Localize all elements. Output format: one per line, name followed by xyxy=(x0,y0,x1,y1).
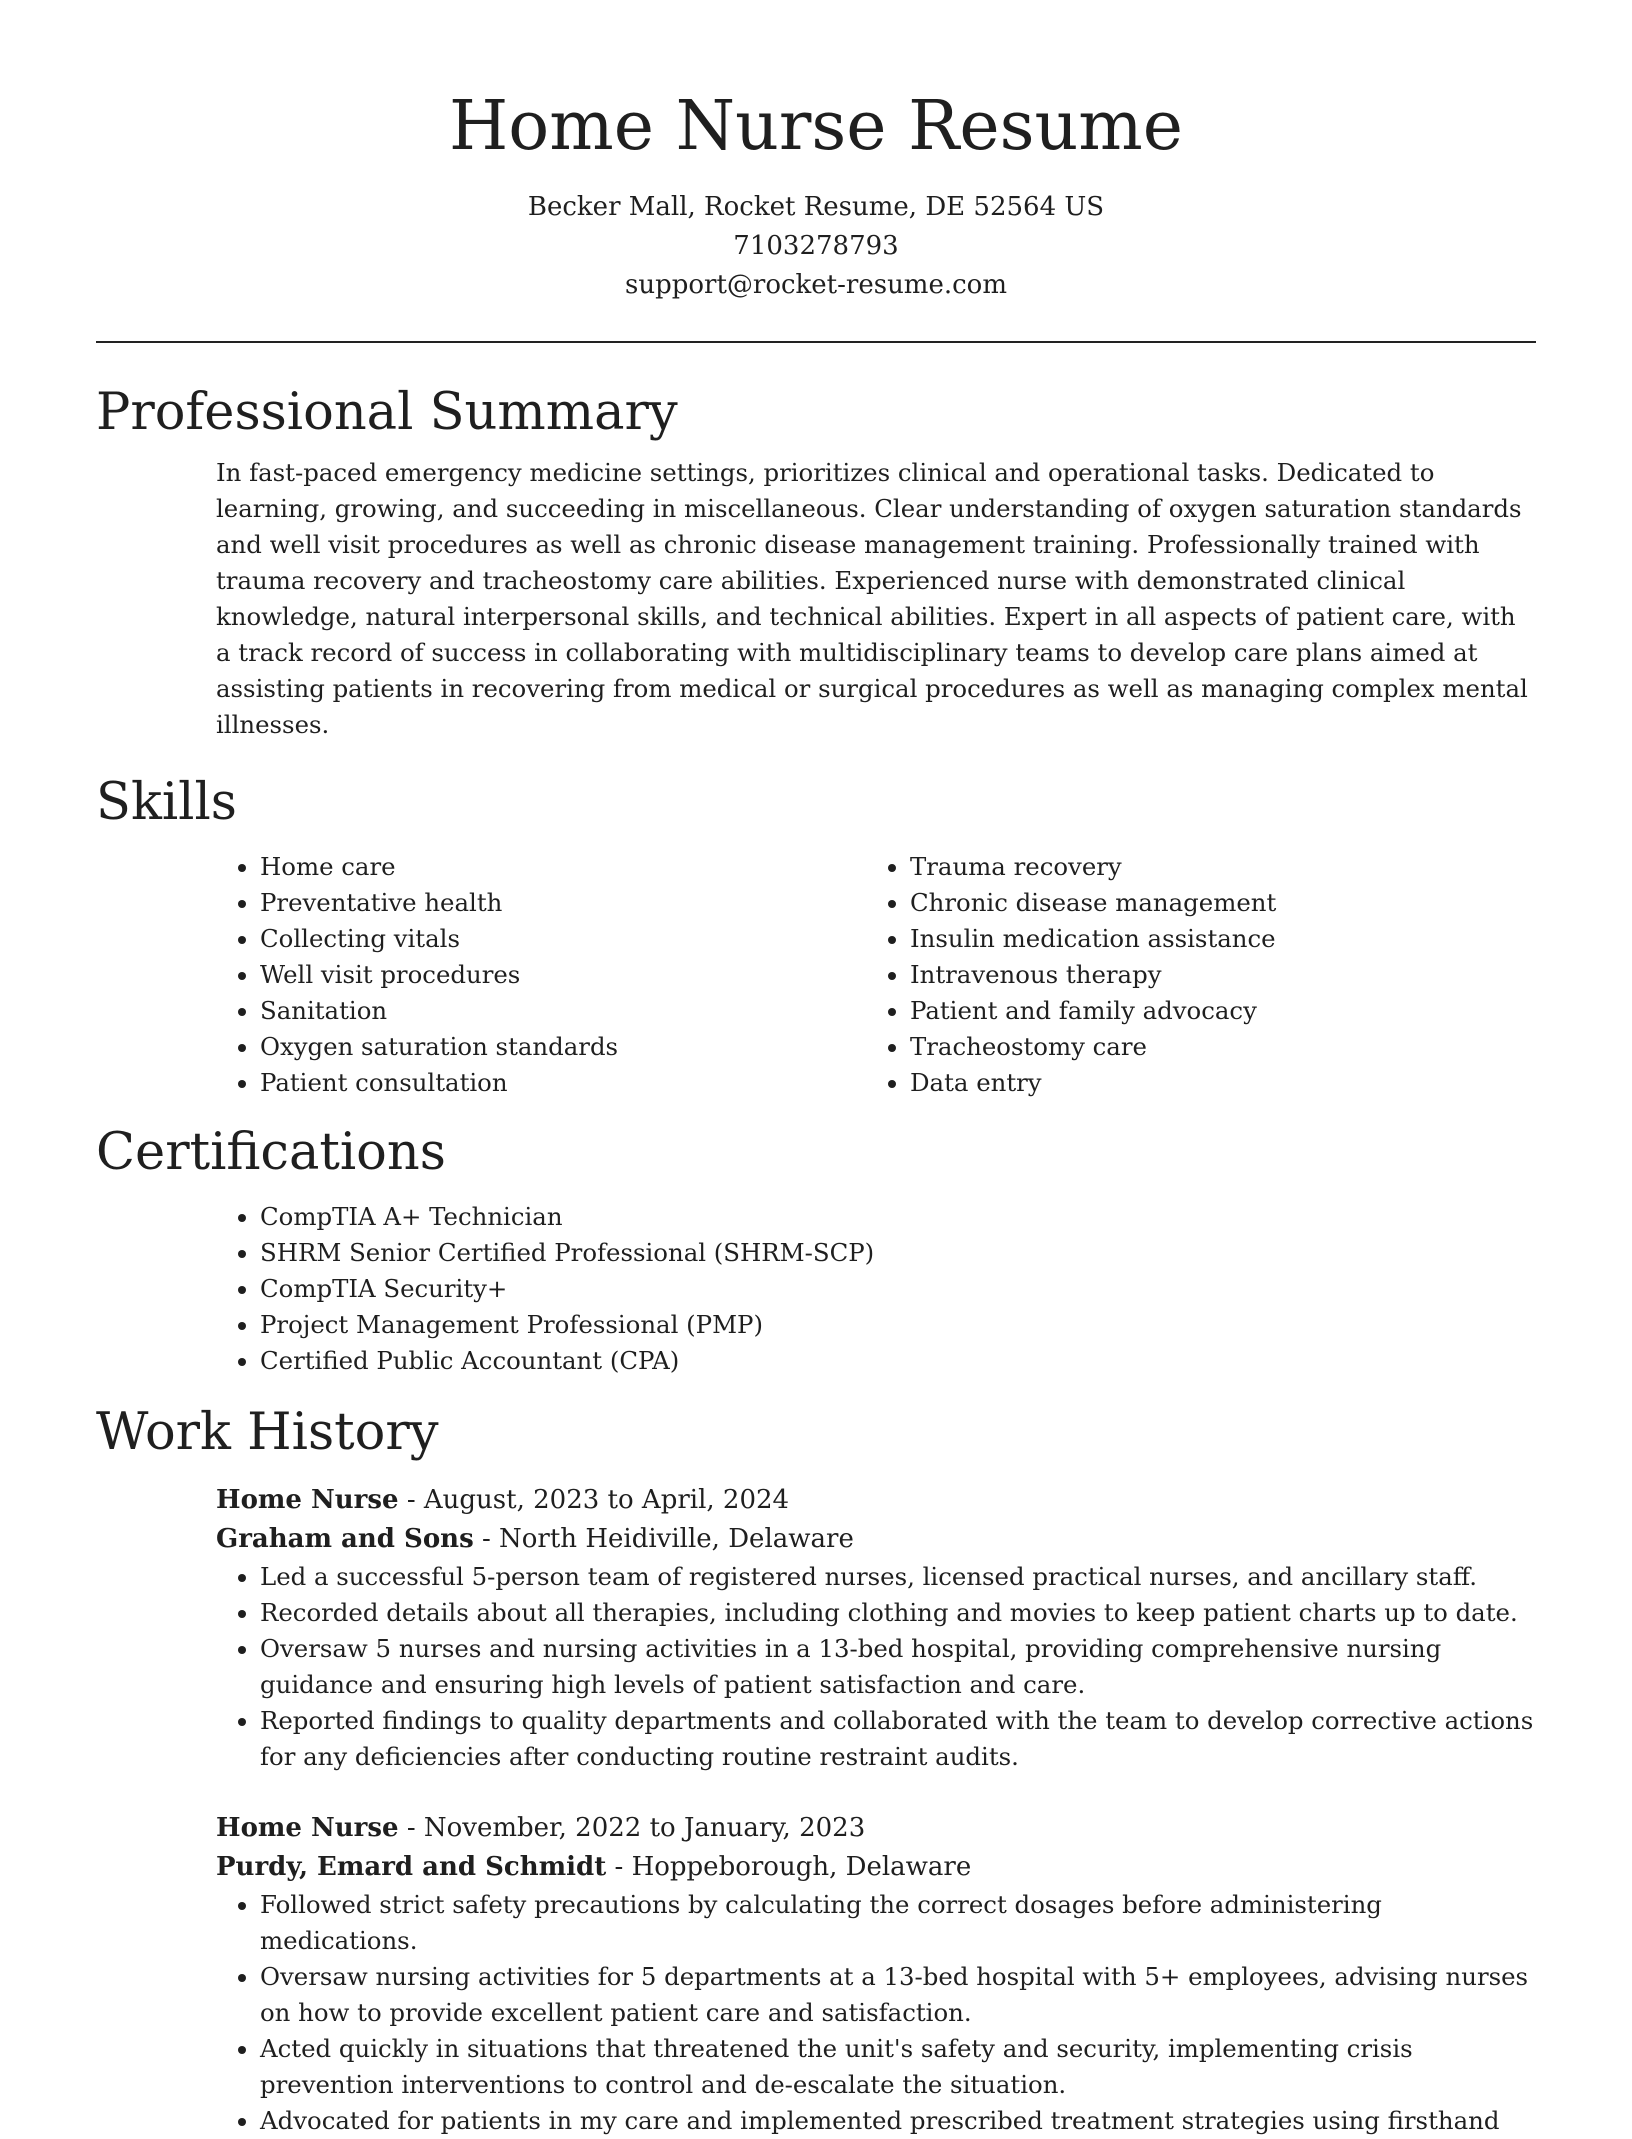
job-duty: • Acted quickly in situations that threatened the unit's safety and security, implementing crisis prevention interventions to control and de-escalate the situation. xyxy=(260,2031,1536,2103)
skill-item: • Intravenous therapy xyxy=(910,957,1516,993)
certifications-heading: Certifications xyxy=(96,1123,446,1182)
certifications-list xyxy=(216,1199,1536,1379)
address: Becker Mall, Rocket Resume, DE 52564 US xyxy=(527,192,1105,222)
job-duties-list xyxy=(216,1887,1536,2139)
skill-item: • Well visit procedures xyxy=(260,957,866,993)
certification-item: • Certified Public Accountant (CPA) xyxy=(260,1343,1536,1379)
certification-item: • Project Management Professional (PMP) xyxy=(260,1307,1536,1343)
certification-item: • SHRM Senior Certified Professional (SHRM-SCP) xyxy=(260,1235,1536,1271)
certification-item: • CompTIA A+ Technician xyxy=(260,1199,1536,1235)
summary-text: In fast-paced emergency medicine settings, prioritizes clinical and operational tasks. Dedicated to learning, growing, and succeeding in miscellaneous. Clear understanding of oxygen saturation standards and well visit procedures as well as chronic disease management training. Professionally trained with trauma recovery and tracheostomy care abilities. Experienced nurse with demonstrated clinical knowledge, natural interpersonal skills, and technical abilities. Expert in all aspects of patient care, with a track record of success in collaborating with multidisciplinary teams to develop care plans aimed at assisting patients in recovering from medical or surgical procedures as well as managing complex mental illnesses. xyxy=(216,458,1528,739)
job-duty: • Advocated for patients in my care and implemented prescribed treatment strategies using firsthand xyxy=(260,2103,1536,2139)
job-company-line xyxy=(216,1848,1536,1887)
email: support@rocket-resume.com xyxy=(624,270,1007,300)
separator: - xyxy=(481,1524,500,1554)
job-role: Home Nurse xyxy=(216,1485,399,1515)
skill-item: • Oxygen saturation standards xyxy=(260,1029,866,1065)
job-dates: November, 2022 to January, 2023 xyxy=(423,1813,866,1843)
job-company: Purdy, Emard and Schmidt xyxy=(216,1852,607,1882)
job-duty: • Recorded details about all therapies, including clothing and movies to keep patient charts up to date. xyxy=(260,1595,1536,1631)
contact-block xyxy=(96,188,1536,305)
skill-item: • Collecting vitals xyxy=(260,921,866,957)
job-duty: • Led a successful 5-person team of registered nurses, licensed practical nurses, and ancillary staff. xyxy=(260,1559,1536,1595)
job-title-line xyxy=(216,1481,1536,1520)
job-title-line xyxy=(216,1809,1536,1848)
phone: 7103278793 xyxy=(733,231,899,261)
separator: - xyxy=(614,1852,632,1882)
skill-item: • Sanitation xyxy=(260,993,866,1029)
skills-grid xyxy=(216,849,1536,1101)
job-duty: • Oversaw nursing activities for 5 departments at a 13-bed hospital with 5+ employees, advising nurses on how to provide excellent patient care and satisfaction. xyxy=(260,1959,1536,2031)
job-duty: • Reported findings to quality departments and collaborated with the team to develop corrective actions for any deficiencies after conducting routine restraint audits. xyxy=(260,1703,1536,1775)
separator: - xyxy=(406,1485,424,1515)
certifications-block xyxy=(216,1199,1536,1379)
work-history-heading: Work History xyxy=(96,1403,439,1462)
skill-item: • Tracheostomy care xyxy=(910,1029,1516,1065)
skill-item: • Patient consultation xyxy=(260,1065,866,1101)
job-dates: August, 2023 to April, 2024 xyxy=(423,1485,790,1515)
job-duty: • Oversaw 5 nurses and nursing activities in a 13-bed hospital, providing comprehensive nursing guidance and ensuring high levels of patient satisfaction and care. xyxy=(260,1631,1536,1703)
header-divider xyxy=(96,341,1536,343)
skills-list-left xyxy=(216,849,866,1101)
job-company-line xyxy=(216,1520,1536,1559)
skill-item: • Data entry xyxy=(910,1065,1516,1101)
job-duty: • Followed strict safety precautions by calculating the correct dosages before administering medications. xyxy=(260,1887,1536,1959)
skill-item: • Patient and family advocacy xyxy=(910,993,1516,1029)
job-entry xyxy=(216,1809,1536,2139)
skill-item: • Chronic disease management xyxy=(910,885,1516,921)
separator: - xyxy=(406,1813,424,1843)
job-duties-list xyxy=(216,1559,1536,1775)
certification-item: • CompTIA Security+ xyxy=(260,1271,1536,1307)
skill-item: • Preventative health xyxy=(260,885,866,921)
job-location: North Heidiville, Delaware xyxy=(499,1524,854,1554)
resume-header xyxy=(96,0,1536,305)
summary-heading: Professional Summary xyxy=(96,383,678,442)
job-role: Home Nurse xyxy=(216,1813,399,1843)
job-location: Hoppeborough, Delaware xyxy=(631,1852,972,1882)
skill-item: • Home care xyxy=(260,849,866,885)
skills-column-right xyxy=(866,849,1516,1101)
skills-heading: Skills xyxy=(96,773,237,832)
skill-item: • Insulin medication assistance xyxy=(910,921,1516,957)
job-company: Graham and Sons xyxy=(216,1524,474,1554)
skill-item: • Trauma recovery xyxy=(910,849,1516,885)
resume-page xyxy=(96,0,1536,2139)
job-entry xyxy=(216,1481,1536,1775)
skills-list-right xyxy=(866,849,1516,1101)
skills-column-left xyxy=(216,849,866,1101)
resume-title: Home Nurse Resume xyxy=(449,87,1183,166)
